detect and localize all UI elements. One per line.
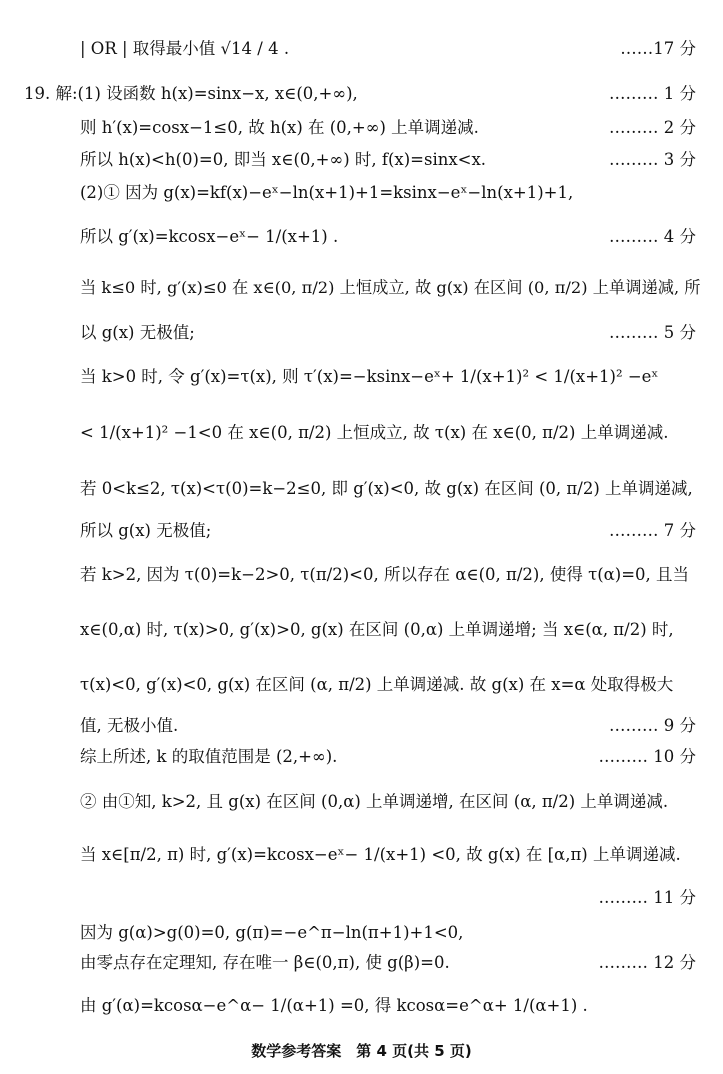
line-21-text: 因为 g(α)>g(0)=0, g(π)=−e^π−ln(π+1)+1<0, [80, 923, 464, 942]
line-4-text: 所以 h(x)<h(0)=0, 即当 x∈(0,+∞) 时, f(x)=sinx<x. [80, 150, 487, 169]
line-5-text: (2)① 因为 g(x)=kf(x)−eˣ−ln(x+1)+1=ksinx−eˣ−ln(x+1)+1, [80, 183, 574, 202]
line-12-points: ……… 7 分 [609, 521, 696, 540]
line-15 [0, 665, 723, 705]
line-5 [0, 173, 723, 213]
line-15-text: τ(x)<0, g′(x)<0, g(x) 在区间 (α, π/2) 上单调递减. 故 g(x) 在 x=α 处取得极大 [80, 675, 674, 694]
line-17-text: 综上所述, k 的取值范围是 (2,+∞). [80, 747, 338, 766]
line-3-points: ……… 2 分 [609, 118, 696, 137]
line-16-points: ……… 9 分 [609, 716, 696, 735]
line-14 [0, 610, 723, 650]
line-20 [0, 878, 723, 918]
page-footer: 数学参考答案 第 4 页(共 5 页) [251, 1042, 472, 1060]
line-22-text: 由零点存在定理知, 存在唯一 β∈(0,π), 使 g(β)=0. [80, 953, 450, 972]
line-23 [0, 986, 723, 1026]
line-19-text: 当 x∈[π/2, π) 时, g′(x)=kcosx−eˣ− 1/(x+1) <0, 故 g(x) 在 [α,π) 上单调递减. [80, 845, 681, 864]
line-17-points: ……… 10 分 [598, 747, 696, 766]
line-2-points: ……… 1 分 [609, 84, 696, 103]
line-23-text: 由 g′(α)=kcosα−e^α− 1/(α+1) =0, 得 kcosα=e^α+ 1/(α+1) . [80, 996, 588, 1015]
line-12-text: 所以 g(x) 无极值; [80, 521, 212, 540]
line-10 [0, 413, 723, 453]
line-22-points: ……… 12 分 [598, 953, 696, 972]
line-17 [0, 737, 723, 777]
line-13-text: 若 k>2, 因为 τ(0)=k−2>0, τ(π/2)<0, 所以存在 α∈(0, π/2), 使得 τ(α)=0, 且当 [80, 565, 690, 584]
line-8-text: 以 g(x) 无极值; [80, 323, 195, 342]
line-6-points: ……… 4 分 [609, 227, 696, 246]
line-20-points: ……… 11 分 [598, 888, 696, 907]
line-8 [0, 313, 723, 353]
line-16-text: 值, 无极小值. [80, 716, 179, 735]
line-10-text: < 1/(x+1)² −1<0 在 x∈(0, π/2) 上恒成立, 故 τ(x) 在 x∈(0, π/2) 上单调递减. [80, 423, 669, 442]
line-14-text: x∈(0,α) 时, τ(x)>0, g′(x)>0, g(x) 在区间 (0,α) 上单调递增; 当 x∈(α, π/2) 时, [80, 620, 674, 639]
line-1 [0, 29, 723, 69]
line-8-points: ……… 5 分 [609, 323, 696, 342]
line-2-text: 19. 解:(1) 设函数 h(x)=sinx−x, x∈(0,+∞), [24, 84, 358, 103]
line-22 [0, 943, 723, 983]
line-19 [0, 835, 723, 875]
line-4-points: ……… 3 分 [609, 150, 696, 169]
line-12 [0, 511, 723, 551]
line-6-text: 所以 g′(x)=kcosx−eˣ− 1/(x+1) . [80, 227, 339, 246]
line-1-points: ……17 分 [620, 39, 696, 58]
line-18 [0, 782, 723, 822]
line-3-text: 则 h′(x)=cosx−1≤0, 故 h(x) 在 (0,+∞) 上单调递减. [80, 118, 479, 137]
line-9-text: 当 k>0 时, 令 g′(x)=τ(x), 则 τ′(x)=−ksinx−eˣ+ 1/(x+1)² < 1/(x+1)² −eˣ [80, 367, 659, 386]
line-1-text: | OR | 取得最小值 √14 / 4 . [80, 39, 290, 58]
line-7-text: 当 k≤0 时, g′(x)≤0 在 x∈(0, π/2) 上恒成立, 故 g(x) 在区间 (0, π/2) 上单调递减, 所 [80, 278, 701, 297]
line-7 [0, 268, 723, 308]
line-9 [0, 357, 723, 397]
line-18-text: ② 由①知, k>2, 且 g(x) 在区间 (0,α) 上单调递增, 在区间 (α, π/2) 上单调递减. [80, 792, 669, 811]
line-11-text: 若 0<k≤2, τ(x)<τ(0)=k−2≤0, 即 g′(x)<0, 故 g(x) 在区间 (0, π/2) 上单调递减, [80, 479, 693, 498]
line-6 [0, 217, 723, 257]
line-13 [0, 555, 723, 595]
line-11 [0, 469, 723, 509]
